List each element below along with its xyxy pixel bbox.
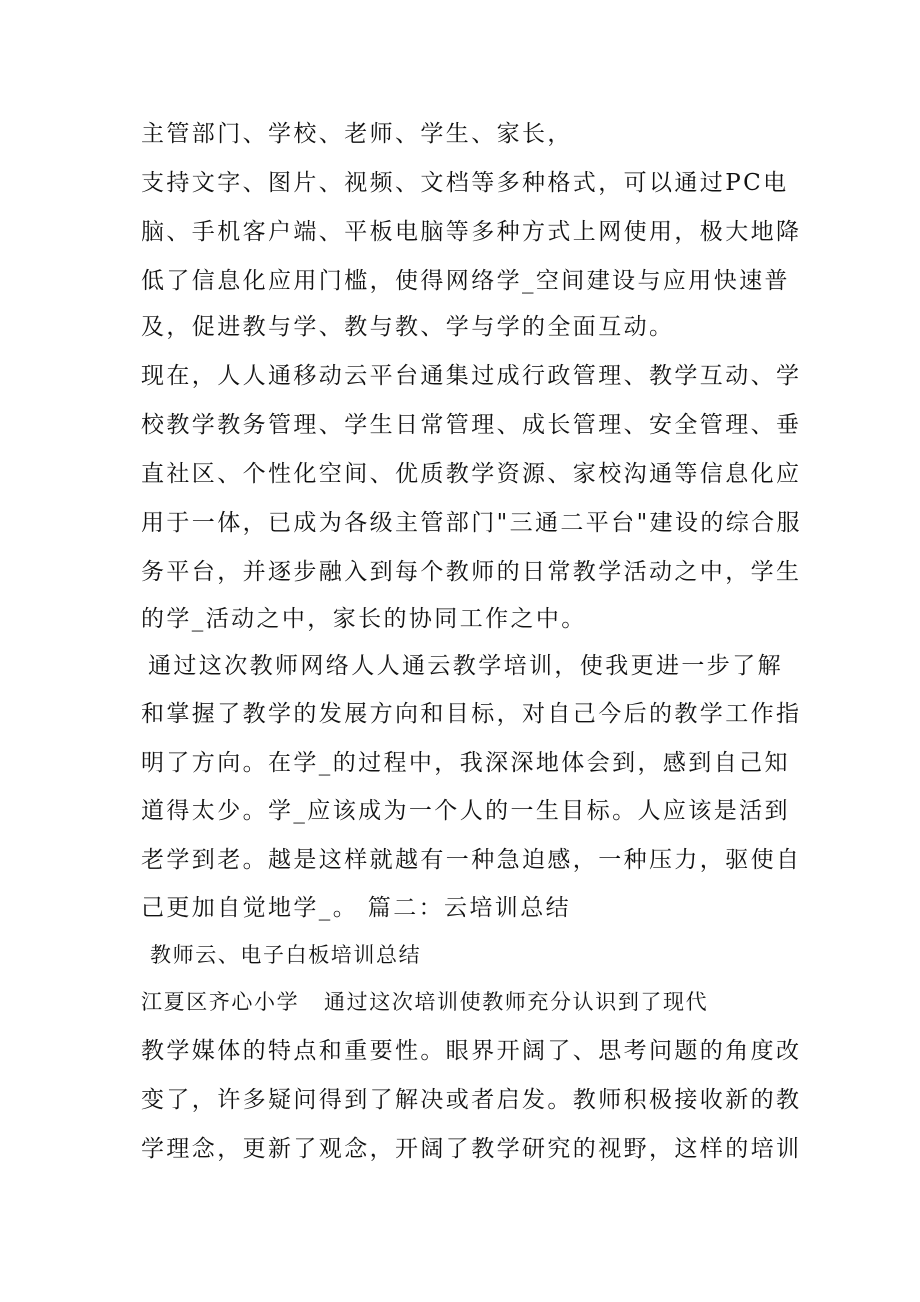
text-line: 道得太少。学_应该成为一个人的一生目标。人应该是活到 xyxy=(141,798,790,824)
text-line: 脑、手机客户端、平板电脑等多种方式上网使用，极大地降 xyxy=(141,219,802,245)
section-heading: 教师云、电子白板培训总结 xyxy=(150,943,422,967)
text-line: 现在，人人通移动云平台通集过成行政管理、教学互动、学 xyxy=(141,363,802,389)
text-line: 己更加自觉地学_。 篇二：云培训总结 xyxy=(141,895,572,921)
text-line: 老学到老。越是这样就越有一种急迫感，一种压力，驱使自 xyxy=(141,847,802,873)
text-line: 主管部门、学校、老师、学生、家长， xyxy=(141,121,573,147)
text-line: 直社区、个性化空间、优质教学资源、家校沟通等信息化应 xyxy=(141,461,802,487)
text-line: 低了信息化应用门槛，使得网络学_空间建设与应用快速普 xyxy=(141,268,790,294)
text-line: 的学_活动之中，家长的协同工作之中。 xyxy=(141,606,587,632)
text-line: 和掌握了教学的发展方向和目标，对自己今后的教学工作指 xyxy=(141,701,802,727)
text-line: 江夏区齐心小学 通过这次培训使教师充分认识到了现代 xyxy=(141,990,709,1014)
text-line: 变了，许多疑问得到了解决或者启发。教师积极接收新的教 xyxy=(141,1087,802,1113)
text-line: 支持文字、图片、视频、文档等多种格式，可以通过PC电 xyxy=(141,170,789,196)
text-line: 校教学教务管理、学生日常管理、成长管理、安全管理、垂 xyxy=(141,412,802,438)
text-line: 学理念，更新了观念，开阔了教学研究的视野，这样的培训 xyxy=(141,1136,802,1162)
text-line: 通过这次教师网络人人通云教学培训，使我更进一步了解 xyxy=(148,653,783,679)
text-line: 用于一体，已成为各级主管部门"三通二平台"建设的综合服 xyxy=(141,510,802,536)
text-line: 及，促进教与学、教与教、学与学的全面互动。 xyxy=(141,314,675,340)
text-line: 务平台，并逐步融入到每个教师的日常教学活动之中，学生 xyxy=(141,559,802,585)
text-line: 教学媒体的特点和重要性。眼界开阔了、思考问题的角度改 xyxy=(141,1038,802,1064)
text-line: 明了方向。在学_的过程中，我深深地体会到，感到自己知 xyxy=(141,750,790,776)
